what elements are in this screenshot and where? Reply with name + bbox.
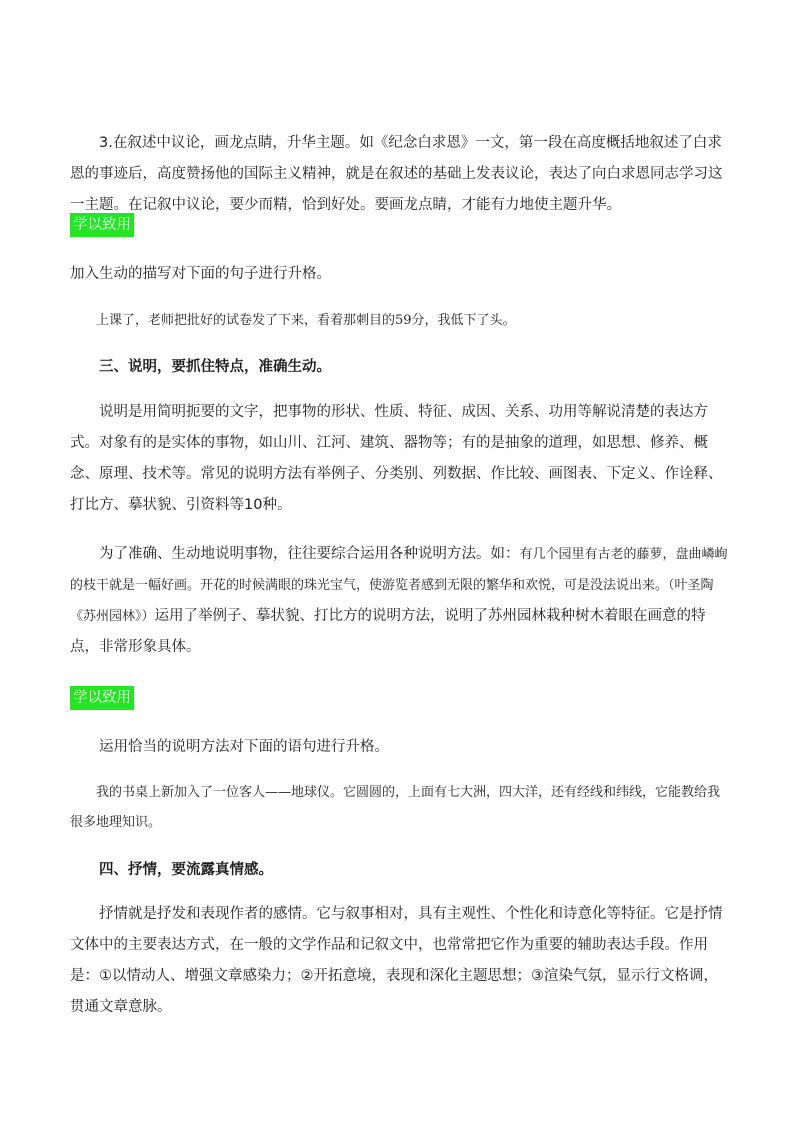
practice-tag-1: 学以致用 <box>70 213 134 237</box>
practice-task-1: 加入生动的描写对下面的句子进行升格。 <box>70 266 331 282</box>
heading-4: 四、抒情，要流露真情感。 <box>99 862 273 878</box>
explain-paragraph-2-tail: 运用了举例子、摹状貌、打比方的说明方法，说明了苏州园林栽种树木着眼在画意的特点，非常形象具体。 <box>70 608 706 655</box>
narrative-point-3: 3.在叙述中议论，画龙点睛，升华主题。如《纪念白求恩》一文，第一段在高度概括地叙述了白求恩的事迹后，高度赞扬他的国际主义精神，就是在叙述的基础上发表议论，表达了向白求恩同志学习这一主题。在记叙中议论，要少而精，恰到好处。要画龙点睛，才能有力地使主题升华。 <box>70 135 723 213</box>
lyric-paragraph: 抒情就是抒发和表现作者的感情。它与叙事相对，具有主观性、个性化和诗意化等特征。它是抒情文体中的主要表达方式，在一般的文学作品和记叙文中，也常常把它作为重要的辅助表达手段。作用是：①以情动人、增强文章感染力；②开拓意境，表现和深化主题思想；③渲染气氛，显示行文格调，贯通文章意脉。 <box>70 906 723 1015</box>
explain-paragraph-2-lead: 为了准确、生动地说明事物，往往要综合运用各种说明方法。如： <box>99 546 520 562</box>
practice-sentence-1: 上课了，老师把批好的试卷发了下来，看着那刺目的59分，我低下了头。 <box>96 313 516 328</box>
explain-paragraph-2-quote: 有几个园里有古老的藤萝，盘曲嶙峋的枝干就是一幅好画。开花的时候满眼的珠光宝气，使游览者感到无限的繁华和欢悦，可是没法说出来。（叶圣陶《苏州园林》） <box>70 547 728 624</box>
practice-sentence-2: 我的书桌上新加入了一位客人——地球仪。它圆圆的，上面有七大洲，四大洋，还有经线和纬线，它能教给我很多地理知识。 <box>70 785 721 830</box>
explain-paragraph-2 <box>70 539 730 663</box>
practice-task-2: 运用恰当的说明方法对下面的语句进行升格。 <box>99 739 389 755</box>
heading-3: 三、说明，要抓住特点，准确生动。 <box>99 359 331 375</box>
explain-paragraph-1: 说明是用简明扼要的文字，把事物的形状、性质、特征、成因、关系、功用等解说清楚的表达方式。对象有的是实体的事物，如山川、江河、建筑、器物等；有的是抽象的道理，如思想、修养、概念、原理、技术等。常见的说明方法有举例子、分类别、列数据、作比较、画图表、下定义、作诠释、打比方、摹状貌、引资料等10种。 <box>70 404 723 513</box>
practice-tag-2: 学以致用 <box>70 686 134 710</box>
